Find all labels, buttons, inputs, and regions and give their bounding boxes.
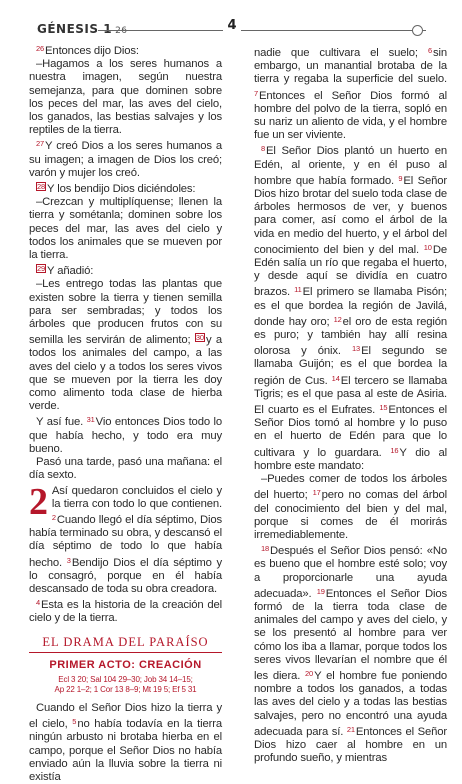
verse-text: Cuando llegó el día séptimo, Dios había terminado su obra, y descansó el día séptimo de todo lo que había hecho. [29, 513, 222, 569]
verse-text: El tercero se llamaba Tigris; es el que pasa al este de Asiria. El cuarto es el Eufrates. [254, 374, 447, 417]
verse-number: 30 [195, 333, 204, 343]
verse-number: 7 [254, 88, 259, 98]
verse-number: 27 [36, 139, 45, 149]
verse-text: Y creó Dios a los seres humanos a su imagen; a imagen de Dios los creó; varón y mujer los creó. [29, 140, 222, 179]
verse-number: 14 [331, 373, 340, 383]
verse-text: El segundo se llamaba Guijón; es el que bordea la región de Cus. [254, 345, 447, 387]
verse-number: 4 [36, 598, 41, 608]
section-title: EL DRAMA DEL PARAÍSO [42, 634, 209, 649]
chapter-number: 2 [29, 480, 48, 523]
verse-number: 20 [305, 668, 314, 678]
section-heading [29, 636, 222, 696]
cross-reference-line: Ap 22 1–2; 1 Cor 13 8–9; Mt 19 5; Ef 5 31 [54, 685, 197, 695]
verse-text: El primero se llamaba Pisón; es el que bordea la región de Javilá, donde hay oro; [254, 286, 447, 328]
verse-text: el oro de esta región es puro; y también hay allí resina olorosa y ónix. [254, 315, 447, 358]
verse-number: 13 [352, 344, 361, 354]
verse-number: 29 [37, 264, 46, 274]
verse-text: Y añadió: [47, 265, 94, 278]
right-column [254, 44, 447, 765]
verse-number: 18 [261, 544, 270, 554]
verse-text: Y los bendijo Dios diciéndoles: [47, 183, 196, 196]
verse-number: 3 [66, 555, 71, 565]
verse-number: 17 [312, 488, 321, 498]
paragraph [29, 180, 222, 196]
verse-number: 11 [294, 285, 302, 295]
verse-text: Esta es la historia de la creación del cielo y de la tierra. [29, 599, 222, 625]
verse-reference: 26 [115, 26, 128, 36]
verse-text: pero no comas del árbol del conocimiento del bien y del mal, porque si comes de él morirás irremediablemente. [254, 489, 447, 541]
ornament-icon [412, 25, 423, 36]
verse-number: 5 [72, 717, 77, 727]
verse-number: 6 [427, 46, 432, 55]
paragraph: –Hagamos a los seres humanos a nuestra imagen, según nuestra semejanza, para que dominen sobre los peces del mar, las aves del cielo, los ganados, las bestias salvajes y los reptiles de la tierra. [29, 58, 222, 137]
paragraph [254, 44, 447, 142]
paragraph [29, 413, 222, 456]
verse-text: Entonces dijo Dios: [45, 45, 139, 57]
paragraph [254, 542, 447, 765]
verse-number: 21 [346, 724, 355, 734]
verse-text: Y el hombre fue poniendo nombre a todos los ganados, a todas las aves del cielo y a todas las bestias salvajes, pero no encontró una ayuda adecuada para sí. [254, 669, 447, 738]
verse-number: 10 [423, 242, 432, 252]
header-rule [98, 30, 426, 31]
paragraph [29, 702, 222, 784]
left-column [29, 42, 222, 783]
verse-number: 16 [390, 445, 399, 455]
verse-text: Entonces el Señor Dios formó al hombre del polvo de la tierra, sopló en su nariz un aliento de vida, y el hombre fue un ser viviente. [254, 89, 447, 142]
page-number: 4 [223, 18, 241, 34]
verse-text: no había todavía en la tierra ningún arbusto ni brotaba hierba en el campo, porque el Señor Dios no había enviado aún la lluvia sobre la tierra ni existía [29, 718, 222, 783]
verse-text: El Señor Dios hizo brotar del suelo toda clase de árboles hermosos de ver, y buenos para comer, así como el árbol de la vida en medio del huerto, y el árbol del conocimiento del bien y del mal. [254, 174, 447, 256]
paragraph [29, 42, 222, 58]
paragraph [29, 262, 222, 278]
verse-text: Y dio al hombre este mandato: [254, 446, 447, 472]
verse-number: 19 [316, 586, 325, 596]
book-chapter-heading [37, 22, 128, 36]
paragraph [29, 137, 222, 180]
verse-number: 8 [261, 144, 266, 154]
verse-text: Cuando el Señor Dios hizo la tierra y el cielo, [29, 701, 222, 731]
subsection-title: PRIMER ACTO: CREACIÓN [49, 658, 202, 671]
paragraph: Pasó una tarde, pasó una mañana: el día sexto. [29, 456, 222, 482]
verse-text: Y así fue. [36, 416, 84, 429]
paragraph [29, 196, 222, 262]
running-header [0, 0, 462, 38]
verse-number: 28 [37, 182, 46, 192]
verse-text: De Edén salía un río que regaba el huerto, y desde aquí se dividía en cuatro brazos. [254, 243, 447, 299]
section-rule [29, 652, 222, 653]
cross-references [29, 675, 222, 696]
verse-text: Entonces el Señor Dios hizo caer al hombre en un profundo sueño, y mientras [254, 725, 447, 765]
book-name: GÉNESIS 1 [37, 22, 113, 36]
verse-number: 12 [333, 314, 342, 324]
verse-text: nadie que cultivara el suelo; [254, 47, 418, 59]
paragraph [254, 142, 447, 473]
verse-text: Después el Señor Dios pensó: «No es bueno que el hombre esté solo; voy a proporcionarle una ayuda adecuada». [254, 545, 447, 600]
paragraph [29, 278, 222, 413]
cross-reference-line: Ecl 3 20; Sal 104 29–30; Job 34 14–15; [58, 674, 193, 684]
verse-number: 15 [379, 403, 388, 413]
paragraph [254, 473, 447, 542]
verse-text: Entonces el Señor Dios formó de la tierra toda clase de animales del campo y aves del cielo, y se los presentó al hombre para ver cómo los iba a llamar, porque todos los seres vivos llevarían el nombre que él les diera. [254, 587, 447, 682]
verse-text: –Crezcan y multiplíquense; llenen la tierra y sométanla; dominen sobre los peces del mar, las aves del cielo y todos los animales que se mueven por la tierra. [29, 196, 222, 262]
verse-text: Vio entonces Dios todo lo que había hecho, y todo era muy bueno. [29, 416, 222, 455]
verse-number: 26 [36, 44, 45, 53]
verse-text: Bendijo Dios el día séptimo y lo consagró, porque en él había descansado de toda su obra creadora. [29, 556, 222, 595]
verse-text: –Puedes comer de todos los árboles del huerto; [254, 473, 447, 502]
verse-text: El Señor Dios plantó un huerto en Edén, al oriente, y en él puso al hombre que había formado. [254, 145, 447, 187]
verse-text: Así quedaron concluidos el cielo y la tierra con todo lo que contienen. [51, 484, 222, 510]
verse-number: 2 [51, 512, 56, 522]
verse-number: 9 [398, 173, 403, 183]
verse-text: sin embargo, un manantial brotaba de la tierra y regaba la superficie del suelo. [254, 47, 447, 86]
paragraph [29, 596, 222, 625]
verse-text: Entonces el Señor Dios tomó al hombre y lo puso en el huerto de Edén para que lo cultivara y lo guardara. [254, 404, 447, 459]
paragraph [29, 480, 222, 597]
verse-number: 31 [86, 415, 95, 425]
verse-text: –Les entrego todas las plantas que existen sobre la tierra y tienen semilla para ser sembradas; y todos los árboles que producen frutos con su semilla les servirán de alimento; [29, 278, 222, 347]
verse-text: y a todos los animales del campo, a las aves del cielo y a todos los seres vivos que se mueven por la tierra les doy como alimento toda clase de hierba verde. [29, 334, 222, 413]
